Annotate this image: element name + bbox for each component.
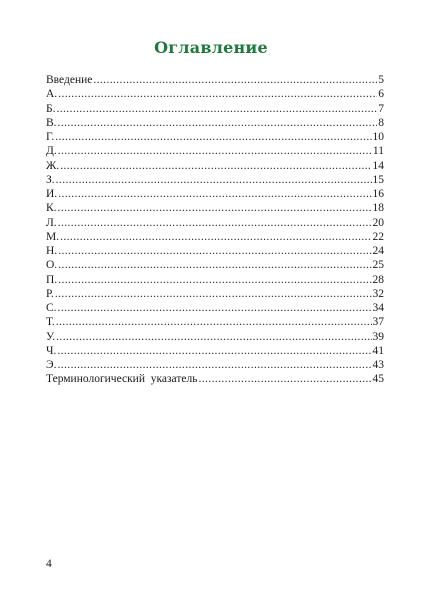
toc-dot-leader	[58, 201, 372, 215]
toc-entry-label: Н.	[46, 245, 58, 257]
toc-dot-leader	[58, 244, 371, 258]
toc-entry-g[interactable]	[46, 130, 384, 144]
toc-entry-page: 5	[378, 74, 384, 86]
toc-dot-leader	[58, 187, 371, 201]
toc-entry-term-index[interactable]	[46, 372, 384, 386]
toc-entry-label: Т.	[46, 316, 55, 329]
toc-entry-label: О.	[46, 259, 58, 272]
toc-entry-page: 15	[372, 173, 384, 186]
toc-dot-leader	[58, 116, 378, 130]
toc-entry-u[interactable]	[46, 330, 384, 344]
toc-entry-label: Терминологический указатель	[46, 373, 198, 386]
toc-entry-label: П.	[46, 273, 58, 286]
toc-entry-m[interactable]	[46, 230, 384, 244]
toc-entry-p[interactable]	[46, 273, 384, 287]
toc-entry-z[interactable]	[46, 173, 384, 187]
toc-dot-leader	[60, 230, 371, 244]
toc-entry-page: 41	[372, 344, 384, 357]
toc-dot-leader	[55, 287, 372, 301]
toc-entry-page: 22	[372, 230, 384, 243]
toc-entry-label: З.	[46, 173, 55, 186]
toc-entry-page: 20	[372, 216, 384, 229]
toc-dot-leader	[56, 173, 372, 187]
toc-entry-page: 45	[372, 373, 384, 386]
toc-dot-leader	[58, 216, 372, 230]
page-title: Оглавление	[154, 38, 268, 57]
toc-entry-page: 10	[372, 131, 384, 143]
toc-dot-leader	[58, 301, 372, 315]
toc-entry-r[interactable]	[46, 287, 384, 301]
toc-entry-b[interactable]	[46, 102, 384, 116]
toc-dot-leader	[198, 372, 371, 386]
toc-dot-leader	[57, 344, 371, 358]
toc-dot-leader	[57, 358, 371, 372]
toc-entry-d[interactable]	[46, 144, 384, 158]
toc-entry-s[interactable]	[46, 301, 384, 315]
toc-entry-page: 39	[372, 330, 384, 343]
toc-entry-n[interactable]	[46, 244, 384, 258]
toc-entry-label: Б.	[46, 102, 56, 115]
toc-entry-a[interactable]	[46, 87, 384, 101]
toc-dot-leader	[58, 258, 371, 272]
toc-dot-leader	[58, 87, 377, 101]
toc-entry-label: В.	[46, 116, 57, 129]
toc-entry-label: Э.	[46, 359, 57, 371]
toc-entry-o[interactable]	[46, 258, 384, 272]
toc-entry-page: 16	[372, 188, 384, 200]
toc-entry-label: М.	[46, 230, 60, 243]
toc-dot-leader	[55, 130, 371, 144]
toc-entry-label: И.	[46, 188, 58, 200]
toc-entry-label: У.	[46, 330, 56, 343]
toc-entry-label: Г.	[46, 131, 55, 143]
toc-entry-label: Л.	[46, 216, 57, 229]
toc-entry-e[interactable]	[46, 358, 384, 372]
toc-entry-label: А.	[46, 88, 58, 101]
toc-entry-page: 24	[372, 245, 384, 257]
toc-entry-page: 11	[372, 145, 384, 158]
toc-entry-k[interactable]	[46, 201, 384, 215]
toc-dot-leader	[56, 102, 377, 116]
toc-entry-page: 28	[372, 273, 384, 286]
toc-dot-leader	[56, 330, 371, 344]
toc-entry-v[interactable]	[46, 116, 384, 130]
toc-entry-i[interactable]	[46, 187, 384, 201]
toc-entry-page: 14	[372, 159, 384, 172]
toc-entry-label: Введение	[46, 74, 93, 86]
toc-entry-label: Р.	[46, 287, 54, 300]
toc-dot-leader	[93, 73, 377, 87]
toc-entry-page: 6	[378, 88, 384, 101]
page-number: 4	[46, 558, 52, 570]
toc-entry-intro[interactable]	[46, 73, 384, 87]
toc-entry-page: 37	[372, 316, 384, 329]
table-of-contents	[46, 73, 384, 387]
toc-entry-label: С.	[46, 302, 57, 314]
toc-entry-page: 34	[372, 302, 384, 314]
toc-entry-page: 7	[378, 102, 384, 115]
toc-entry-label: Ж.	[46, 159, 60, 172]
toc-dot-leader	[60, 159, 371, 173]
toc-entry-page: 43	[372, 359, 384, 371]
toc-entry-t[interactable]	[46, 315, 384, 329]
toc-entry-page: 25	[372, 259, 384, 272]
toc-entry-label: Д.	[46, 145, 57, 158]
toc-entry-page: 8	[378, 116, 384, 129]
toc-dot-leader	[58, 273, 371, 287]
toc-entry-page: 18	[372, 202, 384, 215]
toc-entry-l[interactable]	[46, 216, 384, 230]
toc-entry-label: К.	[46, 202, 57, 215]
toc-entry-zh[interactable]	[46, 159, 384, 173]
toc-dot-leader	[56, 315, 372, 329]
toc-entry-ch[interactable]	[46, 344, 384, 358]
toc-dot-leader	[58, 144, 372, 158]
toc-entry-label: Ч.	[46, 344, 57, 357]
toc-entry-page: 32	[372, 287, 384, 300]
